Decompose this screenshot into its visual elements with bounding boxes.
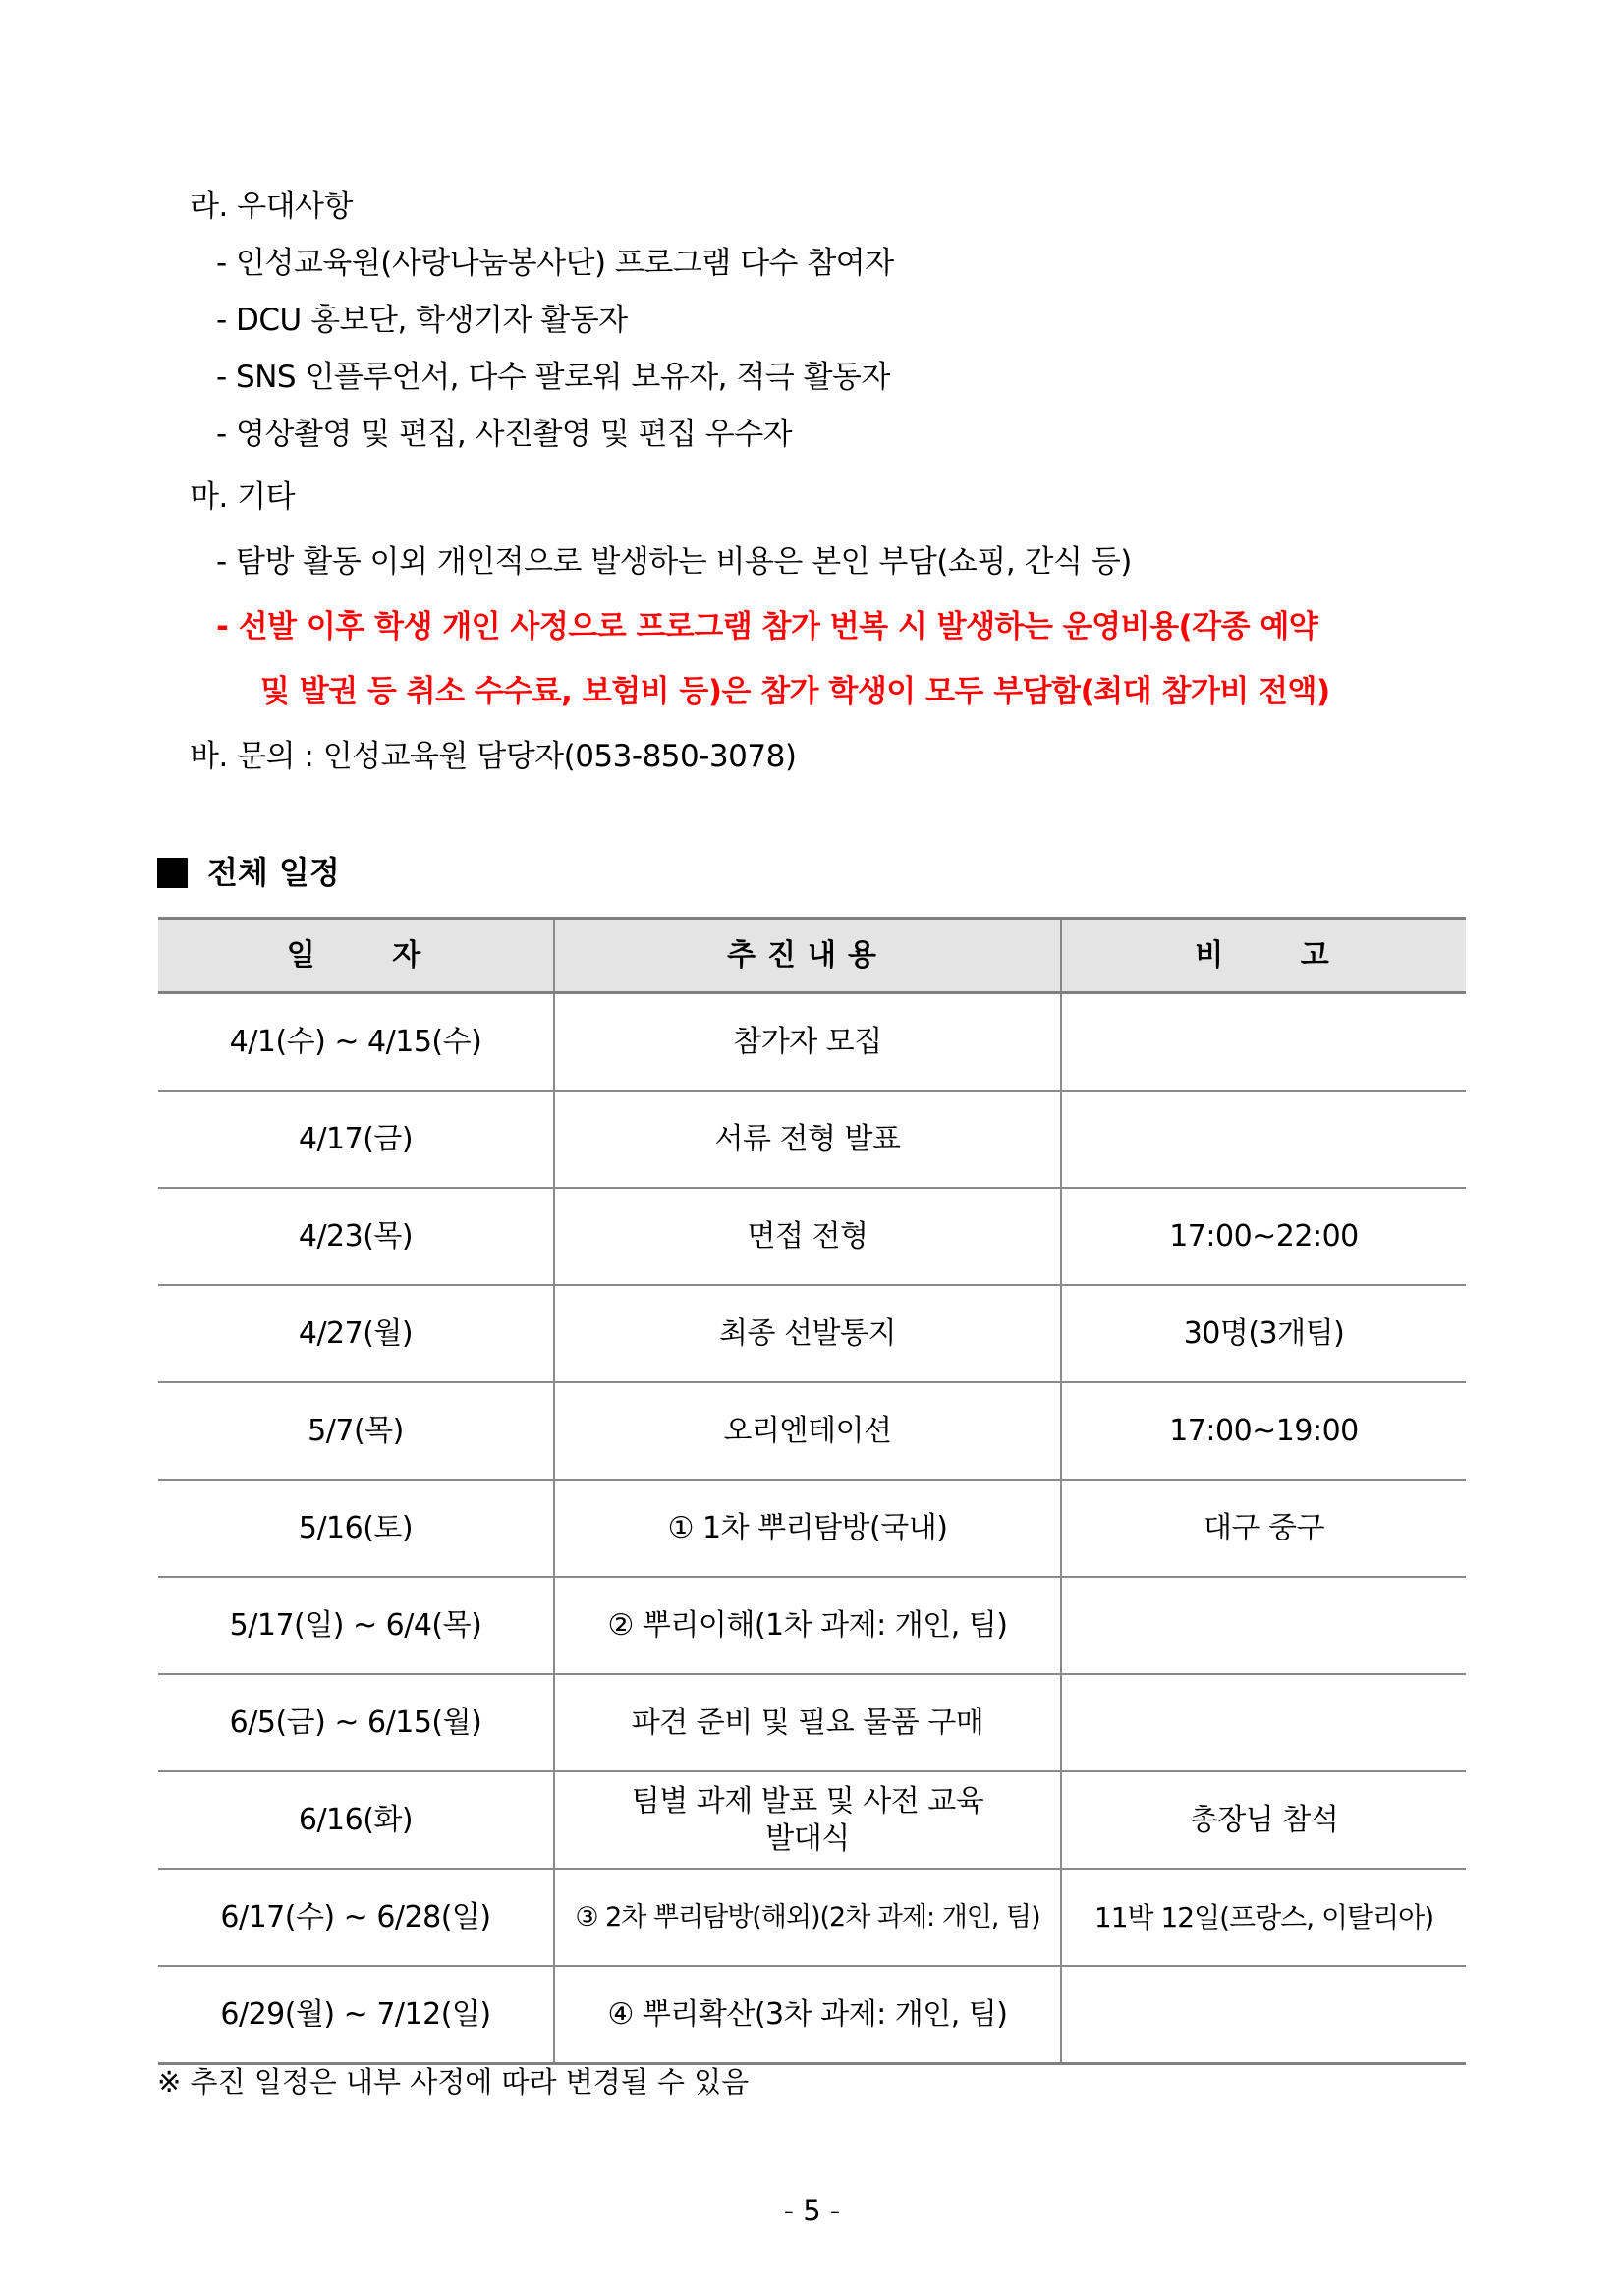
- column-header-content: 추진내용: [554, 919, 1061, 993]
- table-row: [158, 1771, 1466, 1869]
- benefits-item: - SNS 인플루언서, 다수 팔로워 보유자, 적극 활동자: [216, 360, 890, 395]
- cell-date: 6/5(금) ~ 6/15(월): [158, 1674, 554, 1771]
- cell-note: 17:00~19:00: [1061, 1382, 1466, 1480]
- cell-note: [1061, 1577, 1466, 1674]
- cell-date: 6/16(화): [158, 1771, 554, 1869]
- cell-content: ④ 뿌리확산(3차 과제: 개인, 팀): [554, 1966, 1061, 2064]
- table-row: [158, 1966, 1466, 2064]
- schedule-footnote: ※ 추진 일정은 내부 사정에 따라 변경될 수 있음: [157, 2065, 750, 2099]
- page-number: - 5 -: [783, 2194, 841, 2227]
- cell-content: ① 1차 뿌리탐방(국내): [554, 1480, 1061, 1577]
- cell-note: [1061, 1091, 1466, 1188]
- cell-note: 총장님 참석: [1061, 1771, 1466, 1869]
- cell-content: ② 뿌리이해(1차 과제: 개인, 팀): [554, 1577, 1061, 1674]
- cell-date: 5/16(토): [158, 1480, 554, 1577]
- table-header-row: [158, 919, 1466, 993]
- cell-content: 면접 전형: [554, 1188, 1061, 1285]
- cell-content-line: 발대식: [765, 1820, 850, 1856]
- cell-date: 6/17(수) ~ 6/28(일): [158, 1869, 554, 1966]
- benefits-item: - 영상촬영 및 편집, 사진촬영 및 편집 우수자: [216, 417, 793, 452]
- cell-date: 4/27(월): [158, 1285, 554, 1382]
- cell-note: 대구 중구: [1061, 1480, 1466, 1577]
- benefits-item: - DCU 홍보단, 학생기자 활동자: [216, 303, 628, 338]
- cell-date: 6/29(월) ~ 7/12(일): [158, 1966, 554, 2064]
- cell-date: 4/1(수) ~ 4/15(수): [158, 993, 554, 1092]
- cell-date: 5/7(목): [158, 1382, 554, 1480]
- table-row: [158, 1382, 1466, 1480]
- cell-content-line: 팀별 과제 발표 및 사전 교육: [631, 1783, 984, 1819]
- cell-note: [1061, 1674, 1466, 1771]
- table-row: [158, 1188, 1466, 1285]
- misc-warning-line: - 선발 이후 학생 개인 사정으로 프로그램 참가 번복 시 발생하는 운영비용(각종 예약: [216, 609, 1318, 644]
- section-contact: 바. 문의 : 인성교육원 담당자(053-850-3078): [190, 739, 797, 774]
- cell-date: 4/17(금): [158, 1091, 554, 1188]
- cell-content: 오리엔테이션: [554, 1382, 1061, 1480]
- benefits-item: - 인성교육원(사랑나눔봉사단) 프로그램 다수 참여자: [216, 246, 894, 281]
- schedule-heading: [157, 853, 340, 892]
- section-misc-title: 마. 기타: [190, 479, 296, 515]
- cell-note: [1061, 993, 1466, 1092]
- cell-content: 서류 전형 발표: [554, 1091, 1061, 1188]
- cell-content: ③ 2차 뿌리탐방(해외)(2차 과제: 개인, 팀): [554, 1869, 1061, 1966]
- table-row: [158, 993, 1466, 1092]
- cell-date: 5/17(일) ~ 6/4(목): [158, 1577, 554, 1674]
- cell-note: 17:00~22:00: [1061, 1188, 1466, 1285]
- misc-item: - 탐방 활동 이외 개인적으로 발생하는 비용은 본인 부담(쇼핑, 간식 등): [216, 544, 1132, 580]
- misc-warning-line: 및 발권 등 취소 수수료, 보험비 등)은 참가 학생이 모두 부담함(최대 참가비 전액): [260, 674, 1330, 709]
- cell-note: [1061, 1966, 1466, 2064]
- cell-note: 11박 12일(프랑스, 이탈리아): [1061, 1869, 1466, 1966]
- table-row: [158, 1869, 1466, 1966]
- column-header-note: 비 고: [1061, 919, 1466, 993]
- cell-content: 참가자 모집: [554, 993, 1061, 1092]
- table-row: [158, 1480, 1466, 1577]
- table-row: [158, 1091, 1466, 1188]
- schedule-table: [158, 917, 1466, 2065]
- table-row: [158, 1674, 1466, 1771]
- section-benefits-title: 라. 우대사항: [190, 189, 353, 224]
- cell-content: [554, 1771, 1061, 1869]
- cell-date: 4/23(목): [158, 1188, 554, 1285]
- cell-note: 30명(3개팀): [1061, 1285, 1466, 1382]
- schedule-heading-text: 전체 일정: [207, 854, 340, 891]
- table-row: [158, 1285, 1466, 1382]
- column-header-date: 일 자: [158, 919, 554, 993]
- table-row: [158, 1577, 1466, 1674]
- cell-content: 최종 선발통지: [554, 1285, 1061, 1382]
- cell-content: 파견 준비 및 필요 물품 구매: [554, 1674, 1061, 1771]
- black-square-bullet-icon: [157, 858, 188, 888]
